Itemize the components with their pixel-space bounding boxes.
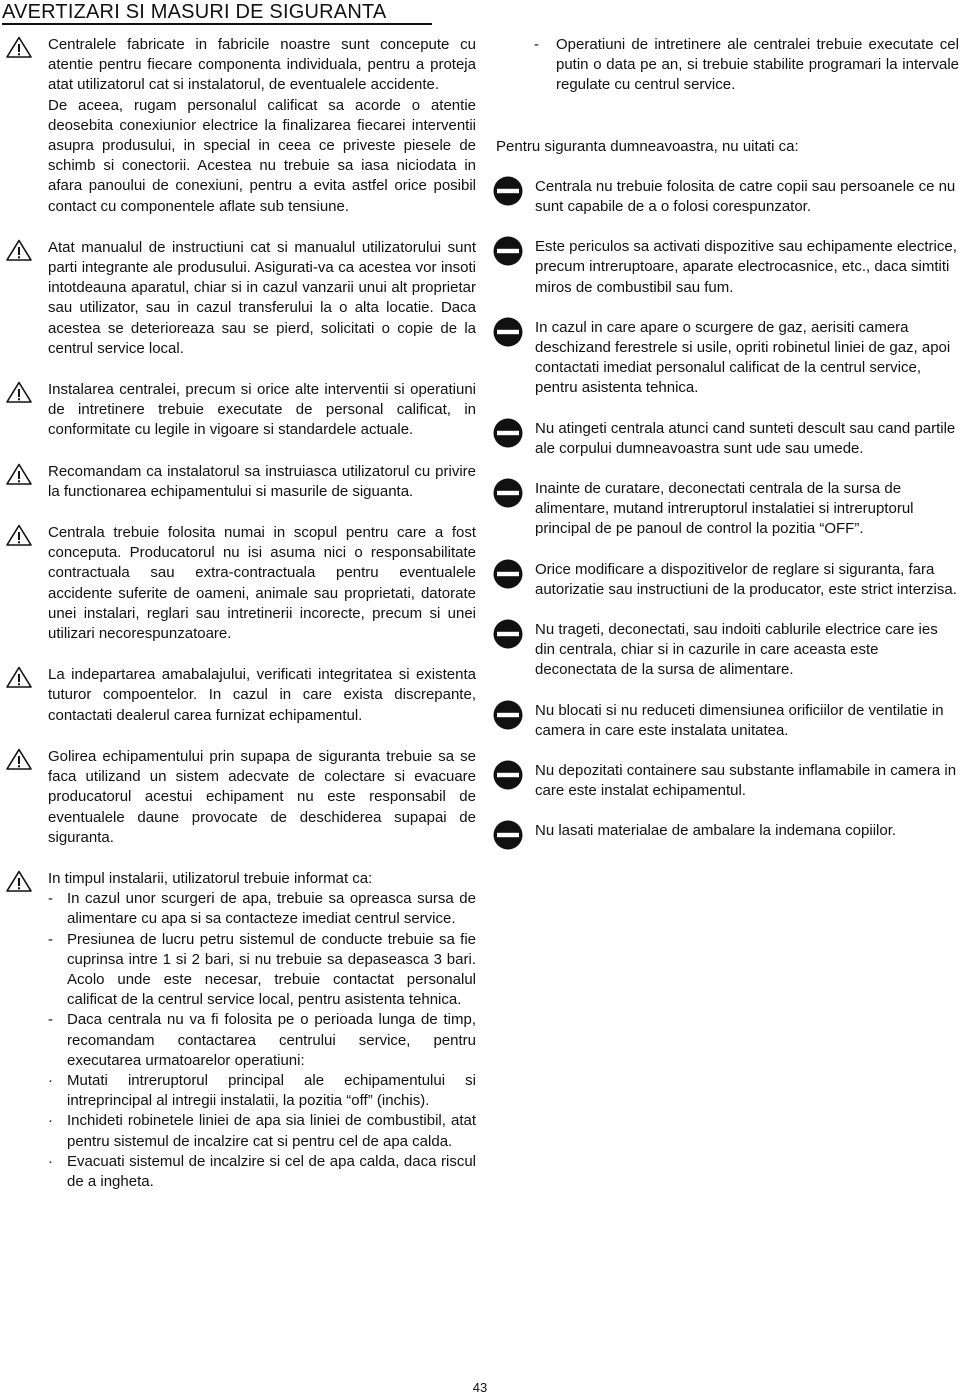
- prohibition-item: Nu lasati materialae de ambalare la indemana copiilor.: [493, 821, 959, 841]
- warning-triangle-icon: [6, 870, 32, 892]
- warning-triangle-icon: [6, 748, 32, 770]
- prohibition-item: Orice modificare a dispozitivelor de reglare si siguranta, fara autorizatie sau instructiuni de la producator, este strict interzisa.: [493, 560, 959, 600]
- warning-triangle-icon: [6, 463, 32, 485]
- warning-block-1: [0, 35, 476, 217]
- list-item: - Daca centrala nu va fi folosita pe o perioada lunga de timp, recomandam contactarea centrului service, pentru executarea urmatoarelor operatiuni:: [48, 1011, 476, 1069]
- list-item: - Presiunea de lucru petru sistemul de conducte trebuie sa fie cuprinsa intre 1 si 2 bari, si nu trebuie sa depaseasca 3 bari. Acolo unde este necesar, trebuie contactat personalul calificat de la centrul service local, pentru asistenta tehnica.: [48, 930, 476, 1009]
- list-item: - In cazul unor scurgeri de apa, trebuie sa opreasca sursa de alimentare cu apa si sa contacteze imediat centrul service.: [48, 890, 476, 928]
- warning-text-6: La indepartarea amabalajului, verificati integritatea si existenta tuturor compoentelor. In cazul in care exista discrepante, contactati dealerul carea furnizat echipamentul.: [48, 666, 476, 724]
- list-item: · Inchideti robinetele liniei de apa sia liniei de combustibil, atat pentru sistemul de incalzire cat si pentru cel de apa calda.: [48, 1112, 476, 1150]
- list-item: · Mutati intreruptorul principal ale echipamentului si intreprincipal al intregii instalatii, la pozitia “off” (inchis).: [48, 1071, 476, 1110]
- maintenance-note: - Operatiuni de intretinere ale centralei trebuie executate cel putin o data pe an, si trebuie stabilite programari la intervale regulate cu centrul service.: [534, 36, 959, 94]
- no-entry-icon: [493, 559, 523, 589]
- no-entry-icon: [493, 619, 523, 649]
- warning-text-1a: Centralele fabricate in fabricile noastre sunt concepute cu atentie pentru fiecare componenta individuala, pentru a proteja atat utilizatorul cat si instalatorul, de eventualele accidente.: [48, 36, 476, 94]
- no-entry-icon: [493, 236, 523, 266]
- no-entry-icon: [493, 760, 523, 790]
- warning-block-6: [0, 665, 476, 726]
- warning-triangle-icon: [6, 239, 32, 261]
- prohibition-item: Nu atingeti centrala atunci cand sunteti descult sau cand partile ale corpului dumneavoastra sunt ude sau umede.: [493, 419, 959, 459]
- warning-block-2: [0, 238, 476, 359]
- warning-text-1b: De aceea, rugam personalul calificat sa acorde o atentie deosebita conexiunior electrice la finalizarea fiecarei interventii asupra produsului, in special in ceea ce priveste piesele de schimb si conectorii. Acestea nu trebuie sa iasa niciodata in afara panoului de conexiuni, pentru a evita astfel orice posibil contact cu componentele aflate sub tensiune.: [48, 96, 476, 215]
- no-entry-icon: [493, 317, 523, 347]
- no-entry-icon: [493, 478, 523, 508]
- no-entry-icon: [493, 820, 523, 850]
- warning-block-8: [0, 869, 476, 1192]
- right-column: [493, 35, 959, 842]
- warning-triangle-icon: [6, 381, 32, 403]
- prohibition-item: Este periculos sa activati dispozitive sau echipamente electrice, precum intreruptoare, aparate electrocasnice, etc., daca simtiti miros de combustibil sau fum.: [493, 237, 959, 298]
- warning-text-2: Atat manualul de instructiuni cat si manualul utilizatorului sunt parti integrante ale produsului. Asigurati-va ca acestea vor insoti intotdeauna aparatul, chiar si in cazul vanzarii unui alt proprietar sau utilizator, sau in cazul transferului la o alta locatie. Daca acestea se deterioreaza sau se pierd, solicitati o copie de la centrul service local.: [48, 238, 476, 357]
- prohibition-item: Nu trageti, deconectati, sau indoiti cablurile electrice care ies din centrala, chiar si in cazurile in care aceasta este deconectata de la sursa de alimentare.: [493, 620, 959, 681]
- prohibition-item: In cazul in care apare o scurgere de gaz, aerisiti camera deschizand ferestrele si usile, opriti robinetul liniei de gaz, apoi contactati imediat personalul calificat de la centrul service, pentru asistenta tehnica.: [493, 318, 959, 399]
- warning-triangle-icon: [6, 666, 32, 688]
- warning-text-4: Recomandam ca instalatorul sa instruiasca utilizatorul cu privire la functionarea echipamentului si masurile de siguanta.: [48, 462, 476, 500]
- warning-text-3: Instalarea centralei, precum si orice alte interventii si operatiuni de intretinere trebuie executate de personal calificat, in conformitate cu legile in vigoare si standardele actuale.: [48, 381, 476, 439]
- prohibition-item: Inainte de curatare, deconectati centrala de la sursa de alimentare, mutand intreruptorul instalatiei si intreruptorul principal de pe panoul de control la pozitia “OFF”.: [493, 479, 959, 540]
- no-entry-icon: [493, 176, 523, 206]
- warning-text-8-intro: In timpul instalarii, utilizatorul trebuie informat ca:: [48, 869, 373, 887]
- no-entry-icon: [493, 700, 523, 730]
- page-title: AVERTIZARI SI MASURI DE SIGURANTA: [2, 0, 432, 25]
- warning-triangle-icon: [6, 36, 32, 58]
- prohibition-item: Nu blocati si nu reduceti dimensiunea orificiilor de ventilatie in camera in care este instalata unitatea.: [493, 701, 959, 741]
- installation-info-list: [0, 889, 476, 1192]
- safety-intro: Pentru siguranta dumneavoastra, nu uitati ca:: [496, 137, 799, 155]
- warning-text-5: Centrala trebuie folosita numai in scopul pentru care a fost conceputa. Producatorul nu isi asuma nici o responsabilitate contractuala sau extra-contractuala pentru eventualele accidente suferite de oameni, animale sau proprietati, datorate unei instalari, reglari sau intretinerii incorecte, precum si unei utilizari necorespunzatoare.: [48, 524, 476, 643]
- prohibitions-list: [493, 177, 959, 842]
- prohibition-item: Centrala nu trebuie folosita de catre copii sau persoanele ce nu sunt capabile de a o folosi corespunzator.: [493, 177, 959, 217]
- list-item: · Evacuati sistemul de incalzire si cel de apa calda, daca riscul de a ingheta.: [48, 1152, 476, 1190]
- prohibition-item: Nu depozitati containere sau substante inflamabile in camera in care este instalat echipamentul.: [493, 761, 959, 801]
- warning-block-5: [0, 523, 476, 644]
- no-entry-icon: [493, 418, 523, 448]
- page-number: 43: [472, 1380, 488, 1395]
- warning-text-7: Golirea echipamentului prin supapa de siguranta trebuie sa se faca utilizand un sistem adecvate de colectare si evacuare producatorul acestui echipament nu este responsabil de eventualele daune provocate de deschiderea supapai de siguranta.: [48, 747, 476, 846]
- warning-triangle-icon: [6, 524, 32, 546]
- warning-block-3: [0, 380, 476, 441]
- warning-block-7: [0, 747, 476, 848]
- warning-block-4: [0, 462, 476, 502]
- left-column: [0, 35, 476, 1192]
